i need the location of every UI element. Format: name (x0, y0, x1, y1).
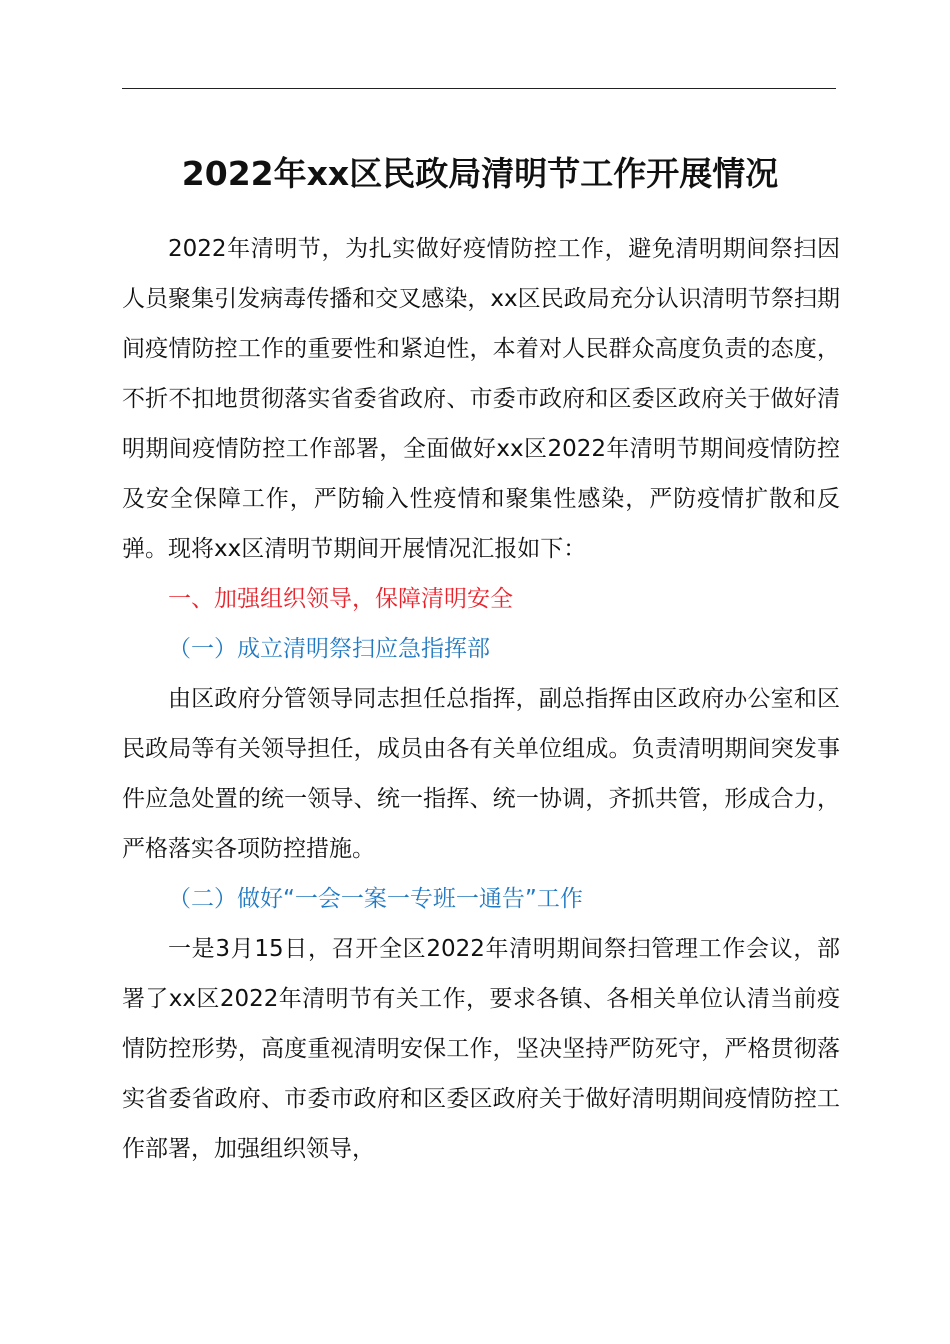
page-title: 2022年xx区民政局清明节工作开展情况 (181, 154, 779, 193)
document-body (122, 224, 840, 1174)
subsection-paragraph-1: 由区政府分管领导同志担任总指挥，副总指挥由区政府办公室和区民政局等有关领导担任，成员由各有关单位组成。负责清明期间突发事件应急处置的统一领导、统一指挥、统一协调，齐抓共管，形成合力，严格落实各项防控措施。 (122, 686, 840, 862)
intro-paragraph: 2022年清明节，为扎实做好疫情防控工作，避免清明期间祭扫因人员聚集引发病毒传播和交叉感染，xx区民政局充分认识清明节祭扫期间疫情防控工作的重要性和紧迫性，本着对人民群众高度负责的态度，不折不扣地贯彻落实省委省政府、市委市政府和区委区政府关于做好清明期间疫情防控工作部署，全面做好xx区2022年清明节期间疫情防控及安全保障工作，严防输入性疫情和聚集性感染，严防疫情扩散和反弹。现将xx区清明节期间开展情况汇报如下： (122, 236, 840, 562)
subsection-heading-2: （二）做好“一会一案一专班一通告”工作 (168, 886, 583, 912)
top-divider (122, 88, 836, 89)
subsection-heading-1: （一）成立清明祭扫应急指挥部 (168, 636, 490, 662)
section-heading-1: 一、加强组织领导，保障清明安全 (168, 586, 513, 612)
subsection-paragraph-2: 一是3月15日，召开全区2022年清明期间祭扫管理工作会议，部署了xx区2022年清明节有关工作，要求各镇、各相关单位认清当前疫情防控形势，高度重视清明安保工作，坚决坚持严防死守，严格贯彻落实省委省政府、市委市政府和区委区政府关于做好清明期间疫情防控工作部署，加强组织领导， (122, 936, 840, 1162)
